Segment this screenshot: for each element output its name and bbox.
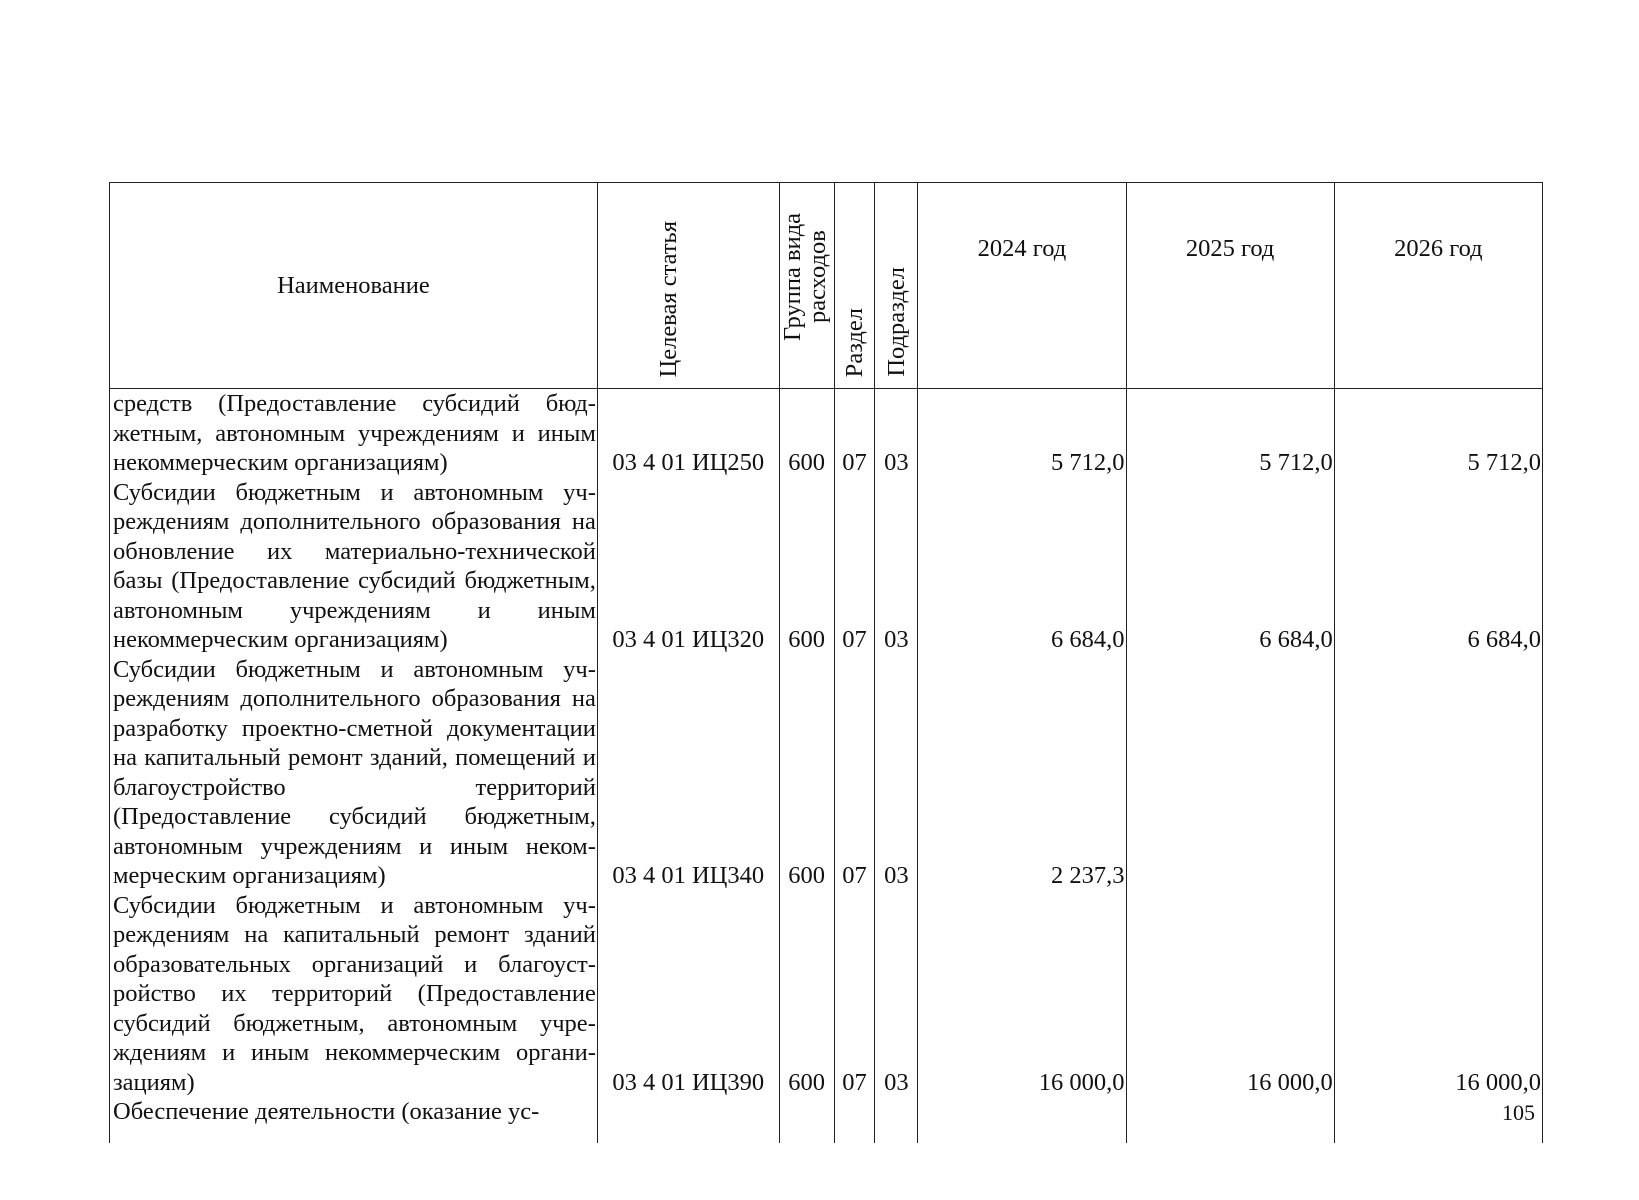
table-header — [110, 183, 1543, 389]
row-subsection — [875, 1097, 918, 1143]
table-row — [110, 891, 1543, 1098]
row-name: Субсидии бюджетным и автономным учреждениям на капитальный ремонт зданий образовательных организаций и благоустройство их территорий (Предоставление субсидий бюджетным, автономным учреждениям и иным некоммерческим организациям) — [110, 891, 598, 1098]
row-2024: 6 684,0 — [918, 478, 1126, 655]
row-subsection: 03 — [875, 389, 918, 478]
table-row — [110, 478, 1543, 655]
row-target-article: 03 4 01 ИЦ340 — [597, 655, 779, 891]
row-section — [834, 1097, 875, 1143]
row-2025: 6 684,0 — [1126, 478, 1334, 655]
row-target-article: 03 4 01 ИЦ250 — [597, 389, 779, 478]
header-section: Раздел — [834, 183, 875, 389]
row-2025 — [1126, 655, 1334, 891]
row-name: средств (Предоставление субсидий бюджетным, автономным учреждениям и иным некоммерческим организациям) — [110, 389, 598, 478]
row-2026: 5 712,0 — [1334, 389, 1542, 478]
row-2025: 16 000,0 — [1126, 891, 1334, 1098]
budget-table — [109, 182, 1543, 1143]
row-section: 07 — [834, 891, 875, 1098]
row-target-article: 03 4 01 ИЦ390 — [597, 891, 779, 1098]
table-row — [110, 389, 1543, 478]
row-2024: 5 712,0 — [918, 389, 1126, 478]
table-row — [110, 1097, 1543, 1143]
row-section: 07 — [834, 389, 875, 478]
row-subsection: 03 — [875, 478, 918, 655]
row-section: 07 — [834, 655, 875, 891]
header-target-article: Целевая статья — [597, 183, 779, 389]
row-subsection: 03 — [875, 891, 918, 1098]
row-expense-group — [779, 1097, 834, 1143]
row-target-article — [597, 1097, 779, 1143]
row-2025: 5 712,0 — [1126, 389, 1334, 478]
row-name: Обеспечение деятельности (оказание ус- — [110, 1097, 598, 1143]
row-expense-group: 600 — [779, 891, 834, 1098]
row-2024: 16 000,0 — [918, 891, 1126, 1098]
row-2024: 2 237,3 — [918, 655, 1126, 891]
row-2026: 16 000,0 — [1334, 891, 1542, 1098]
header-2026: 2026 год — [1334, 183, 1542, 389]
row-target-article: 03 4 01 ИЦ320 — [597, 478, 779, 655]
row-expense-group: 600 — [779, 655, 834, 891]
row-name: Субсидии бюджетным и автономным учреждениям дополнительного образования на разработку проектно-сметной документации на капитальный ремонт зданий, помещений и благоустройство территорий (Предоставление субсидий бюджетным, автономным учреждениям и иным некоммерческим организациям) — [110, 655, 598, 891]
row-2026 — [1334, 655, 1542, 891]
header-name: Наименование — [110, 183, 598, 389]
row-expense-group: 600 — [779, 389, 834, 478]
row-expense-group: 600 — [779, 478, 834, 655]
row-2026: 6 684,0 — [1334, 478, 1542, 655]
header-subsection: Подраздел — [875, 183, 918, 389]
row-2025 — [1126, 1097, 1334, 1143]
row-subsection: 03 — [875, 655, 918, 891]
row-2024 — [918, 1097, 1126, 1143]
row-section: 07 — [834, 478, 875, 655]
table-body — [110, 389, 1543, 1144]
header-expense-group: Группа вида расходов — [779, 183, 834, 389]
table-row — [110, 655, 1543, 891]
header-2024: 2024 год — [918, 183, 1126, 389]
page-number: 105 — [1502, 1100, 1535, 1125]
header-2025: 2025 год — [1126, 183, 1334, 389]
row-name: Субсидии бюджетным и автономным учреждениям дополнительного образования на обновление их материально-технической базы (Предоставление субсидий бюджетным, автономным учреждениям и иным некоммерческим организациям) — [110, 478, 598, 655]
